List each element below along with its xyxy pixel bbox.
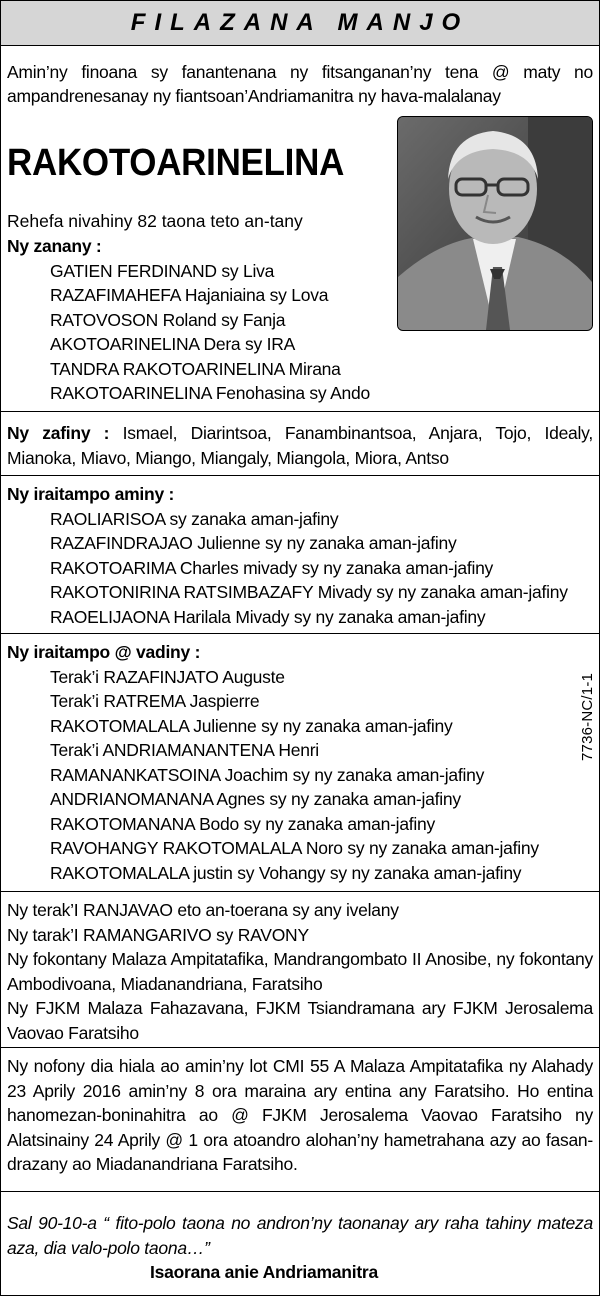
- banner-title: FILAZANA MANJO: [130, 9, 470, 36]
- children-section: [7, 234, 593, 406]
- list-item: ANDRIANOMANANA Agnes sy ny zanaka aman-jafiny: [50, 789, 461, 809]
- reference-code: 7736-NC/1-1: [579, 672, 596, 761]
- list-item: RAKOTOMANANA Bodo sy ny zanaka aman-jafiny: [50, 813, 436, 834]
- siblings-label: Ny iraitampo aminy :: [7, 484, 175, 504]
- spouse-siblings-label: Ny iraitampo @ vadiny :: [7, 642, 201, 662]
- relatives-section: [7, 898, 593, 1045]
- grandchildren-label: Ny zafiny :: [7, 423, 110, 443]
- divider: [1, 891, 599, 892]
- list-item: Terak’i RAZAFINJATO Auguste: [50, 666, 285, 687]
- list-item: RAKOTOMALALA Julienne sy ny zanaka aman-jafiny: [50, 715, 453, 736]
- closing-verse: Sal 90-10-a “ fito-polo taona no andron’ny taonanay ary raha tahiny mateza aza, dia valo-polo taona…”: [7, 1213, 593, 1258]
- list-item: RATOVOSON Roland sy Fanja: [50, 309, 286, 330]
- list-item: RAZAFINDRAJAO Julienne sy ny zanaka aman-jafiny: [50, 533, 457, 553]
- notice-banner: [1, 1, 599, 46]
- relatives-line-3: Ny fokontany Malaza Ampitatafika, Mandrangombato II Anosibe, ny fokontany Ambodivoana, Miadanandriana, Faratsiho: [7, 949, 593, 994]
- list-item: Terak’i ANDRIAMANANTENA Henri: [50, 740, 319, 760]
- list-item: RAKOTONIRINA RATSIMBAZAFY Mivady sy ny zanaka aman-jafiny: [50, 582, 568, 602]
- intro-text: Amin’ny finoana sy fanantenana ny fitsanganan’ny tena @ maty no ampandrenesanay ny fiantsoan’Andriamanitra ny hava-malalanay: [7, 62, 593, 106]
- list-item: AKOTOARINELINA Dera sy IRA: [50, 334, 296, 354]
- deceased-age: Rehefa nivahiny 82 taona teto an-tany: [7, 211, 303, 231]
- list-item: GATIEN FERDINAND sy Liva: [50, 260, 275, 281]
- grandchildren-section: [7, 421, 593, 470]
- list-item: RAKOTOARINELINA Fenohasina sy Ando: [50, 383, 370, 403]
- siblings-section: [7, 482, 593, 629]
- list-item: RAKOTOARIMA Charles mivady sy ny zanaka aman-jafiny: [50, 557, 494, 578]
- spouse-siblings-section: [7, 640, 593, 885]
- divider: [1, 411, 599, 412]
- siblings-list: [7, 507, 593, 630]
- closing-signature: Isaorana anie Andriamanitra: [150, 1262, 378, 1282]
- grandchildren-line-2: Mianoka, Miavo, Miango, Miangaly, Miangola, Miora, Antso: [7, 447, 449, 468]
- children-label: Ny zanany :: [7, 236, 102, 256]
- list-item: RAKOTOMALALA justin sy Vohangy sy ny zanaka aman-jafiny: [50, 862, 522, 883]
- list-item: RAMANANKATSOINA Joachim sy ny zanaka aman-jafiny: [50, 764, 485, 785]
- divider: [1, 475, 599, 476]
- divider: [1, 1191, 599, 1192]
- divider: [1, 1047, 599, 1048]
- relatives-line-4: Ny FJKM Malaza Fahazavana, FJKM Tsiandramana ary FJKM Jerosalema Vaovao Faratsiho: [7, 998, 593, 1043]
- list-item: Terak’i RATREMA Jaspierre: [50, 691, 260, 711]
- list-item: RAOLIARISOA sy zanaka aman-jafiny: [50, 508, 339, 529]
- closing-section: [7, 1211, 593, 1285]
- list-item: RAOELIJAONA Harilala Mivady sy ny zanaka aman-jafiny: [50, 606, 486, 627]
- divider: [1, 633, 599, 634]
- list-item: RAZAFIMAHEFA Hajaniaina sy Lova: [50, 285, 329, 305]
- grandchildren-line-1: Ismael, Diarintsoa, Fanambinantsoa, Anjara, Tojo, Idealy,: [122, 423, 593, 443]
- children-list: [7, 259, 593, 406]
- relatives-line-1: Ny terak’I RANJAVAO eto an-toerana sy any ivelany: [7, 900, 399, 920]
- spouse-siblings-list: [7, 665, 593, 886]
- relatives-line-2: Ny tarak’I RAMANGARIVO sy RAVONY: [7, 924, 309, 945]
- list-item: TANDRA RAKOTOARINELINA Mirana: [50, 358, 341, 379]
- list-item: RAVOHANGY RAKOTOMALALA Noro sy ny zanaka aman-jafiny: [50, 838, 539, 858]
- funeral-details: Ny nofony dia hiala ao amin’ny lot CMI 55 A Malaza Ampitatafika ny Alahady 23 Aprily 2016 amin’ny 8 ora maraina ary entina any Faratsiho. Ho entina hanomezan-boninahitra ao @ FJKM Jerosalema Vaovao Faratsiho ny Alatsinainy 24 Aprily @ 1 ora atoandro alohan’ny hametrahana azy ao fasan-drazany ao Miadanandriana Faratsiho.: [7, 1056, 593, 1174]
- deceased-name: RAKOTOARINELINA: [7, 142, 345, 184]
